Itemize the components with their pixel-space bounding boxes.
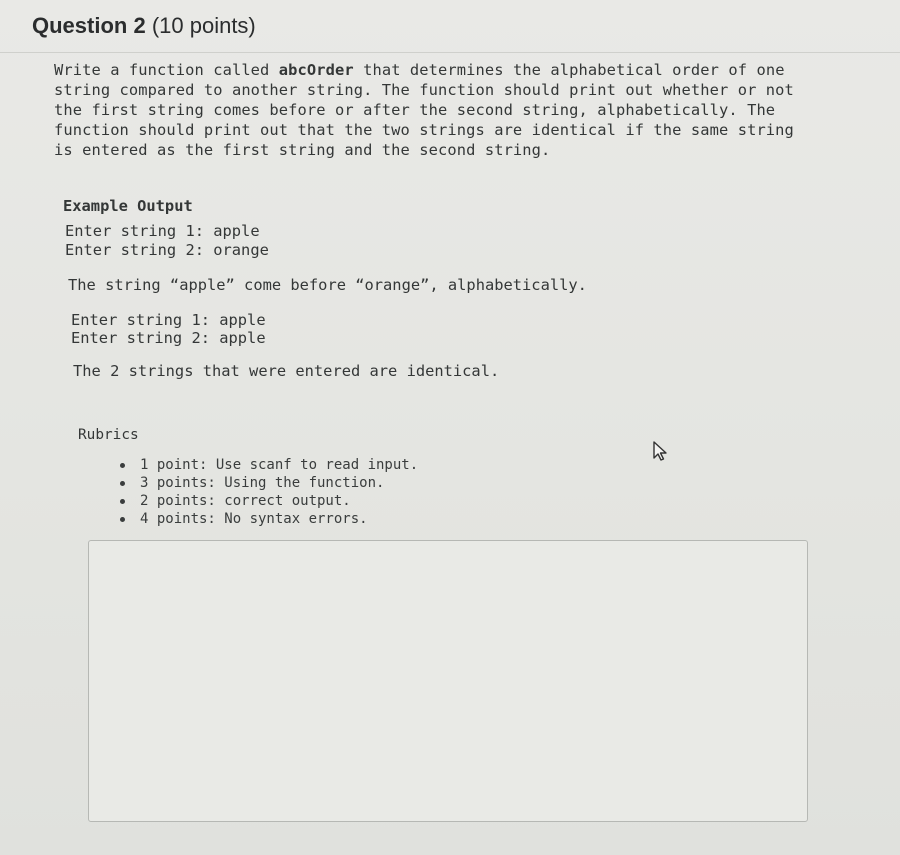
question-prompt — [54, 60, 844, 160]
question-name: Question 2 — [32, 13, 146, 38]
prompt-line-1-pre: Write a function called — [54, 61, 279, 79]
prompt-line-5: is entered as the first string and the second string. — [54, 141, 551, 159]
rubrics-list — [118, 456, 418, 528]
rubrics-heading: Rubrics — [78, 427, 139, 443]
example-run-1-line-1: Enter string 1: apple — [65, 222, 260, 240]
answer-textarea[interactable] — [88, 540, 808, 822]
rubric-item: 1 point: Use scanf to read input. — [118, 456, 418, 474]
prompt-line-4: function should print out that the two strings are identical if the same string — [54, 121, 794, 139]
question-points: (10 points) — [151, 13, 256, 38]
question-header — [0, 0, 900, 53]
rubric-item: 3 points: Using the function. — [118, 474, 418, 492]
example-run-2-line-1: Enter string 1: apple — [71, 311, 266, 329]
mouse-pointer-icon — [650, 440, 670, 462]
example-run-1-line-2: Enter string 2: orange — [65, 241, 269, 259]
prompt-line-2: string compared to another string. The function should print out whether or not — [54, 81, 794, 99]
prompt-line-1-post: that determines the alphabetical order of one — [353, 61, 785, 79]
example-run-1-result: The string “apple” come before “orange”, alphabetically. — [68, 276, 587, 294]
prompt-line-1 — [54, 60, 844, 80]
example-run-2-result: The 2 strings that were entered are identical. — [73, 362, 500, 380]
example-run-2-line-2: Enter string 2: apple — [71, 329, 266, 347]
rubric-item: 4 points: No syntax errors. — [118, 510, 418, 528]
question-title — [32, 13, 256, 39]
rubric-item: 2 points: correct output. — [118, 492, 418, 510]
prompt-line-3: the first string comes before or after the second string, alphabetically. The — [54, 101, 776, 119]
example-output-heading: Example Output — [63, 197, 193, 215]
function-name: abcOrder — [278, 61, 354, 79]
